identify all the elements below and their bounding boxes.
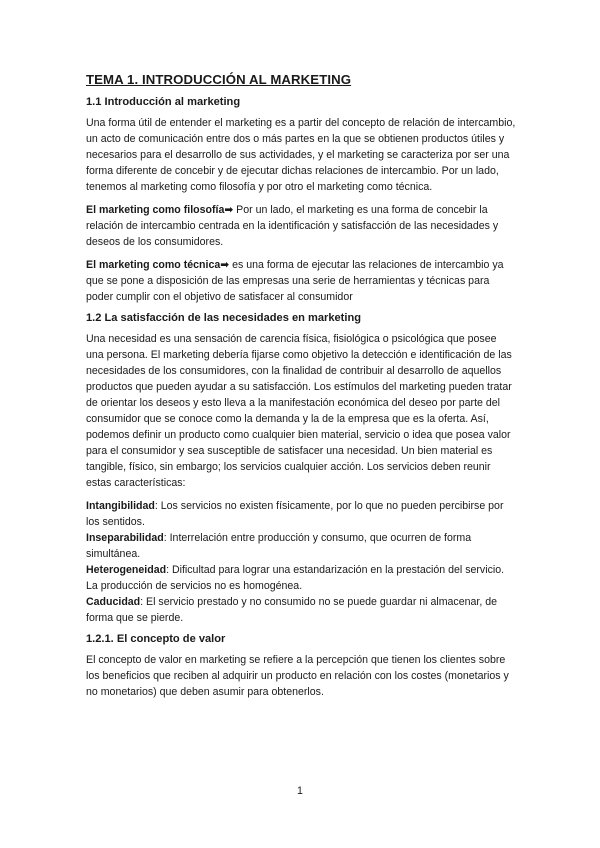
- characteristic-term: Intangibilidad: [86, 500, 155, 512]
- paragraph-tecnica: [86, 257, 516, 305]
- page-title: TEMA 1. INTRODUCCIÓN AL MARKETING: [86, 72, 352, 87]
- text-filosofia: Por un lado, el marketing es una forma de concebir la relación de intercambio centrada en la identificación y satisfacción de las necesidades y deseos de los consumidores.: [86, 204, 499, 248]
- characteristic-text: : Interrelación entre producción y consumo, que ocurren de forma simultánea.: [86, 532, 472, 560]
- arrow-icon: ➡: [220, 259, 230, 271]
- section-heading-valor: 1.2.1. El concepto de valor: [86, 633, 226, 645]
- characteristic-text: : Dificultad para lograr una estandarización en la prestación del servicio. La producción de servicios no es homogénea.: [86, 564, 505, 592]
- arrow-icon: ➡: [224, 204, 234, 216]
- characteristic-item: [86, 594, 516, 626]
- text-tecnica: es una forma de ejecutar las relaciones de intercambio ya que se pone a disposición de las empresas una serie de herramientas y técnicas para poder cumplir con el objetivo de satisfacer al consumidor: [86, 259, 504, 303]
- characteristic-term: Inseparabilidad: [86, 532, 164, 544]
- characteristic-text: : El servicio prestado y no consumido no se puede guardar ni almacenar, de forma que se pierde.: [86, 596, 498, 624]
- page-number: 1: [297, 785, 303, 797]
- section-heading-necesidades: 1.2 La satisfacción de las necesidades en marketing: [86, 312, 362, 324]
- paragraph-necesidades: Una necesidad es una sensación de carencia física, fisiológica o psicológica que posee una persona. El marketing debería fijarse como objetivo la detección e identificación de las necesidades de los consumidores, con la finalidad de contribuir al desarrollo de aquellos productos que pueden ayudar a su satisfacción. Los estímulos del marketing pueden tratar de orientar los deseos y esto lleva a la manifestación económica del deseo por parte del consumidor que se conoce como la demanda y la de la empresa que es la oferta. Así, podemos definir un producto como cualquier bien material, servicio o idea que posea valor para el consumidor y sea susceptible de satisfacer una necesidad. Un bien material es tangible, físico, sin embargo; los servicios cualquier acción. Los servicios deben reunir estas características:: [86, 333, 512, 489]
- term-tecnica: El marketing como técnica: [86, 259, 221, 271]
- characteristics-list: [86, 498, 516, 626]
- characteristic-term: Caducidad: [86, 596, 141, 608]
- section-heading-intro: 1.1 Introducción al marketing: [86, 96, 241, 108]
- characteristic-item: [86, 498, 516, 530]
- characteristic-item: [86, 562, 516, 594]
- paragraph-intro: Una forma útil de entender el marketing es a partir del concepto de relación de intercambio, un acto de comunicación entre dos o más partes en la que se obtienen productos útiles y necesarios para el desarrollo de sus actividades, y el marketing se caracteriza por ser una forma diferente de concebir y de ejecutar dichas relaciones de intercambio. Por un lado, tenemos al marketing como filosofía y por otro el marketing como técnica.: [86, 117, 516, 193]
- page-content: [86, 72, 516, 707]
- term-filosofia: El marketing como filosofía: [86, 204, 225, 216]
- characteristic-text: : Los servicios no existen físicamente, por lo que no pueden percibirse por los sentidos.: [86, 500, 504, 528]
- characteristic-term: Heterogeneidad: [86, 564, 167, 576]
- paragraph-filosofia: [86, 202, 516, 250]
- paragraph-valor: El concepto de valor en marketing se refiere a la percepción que tienen los clientes sobre los beneficios que reciben al adquirir un producto en relación con los costes (monetarios y no monetarios) que deben asumir para obtenerlos.: [86, 654, 509, 698]
- characteristic-item: [86, 530, 516, 562]
